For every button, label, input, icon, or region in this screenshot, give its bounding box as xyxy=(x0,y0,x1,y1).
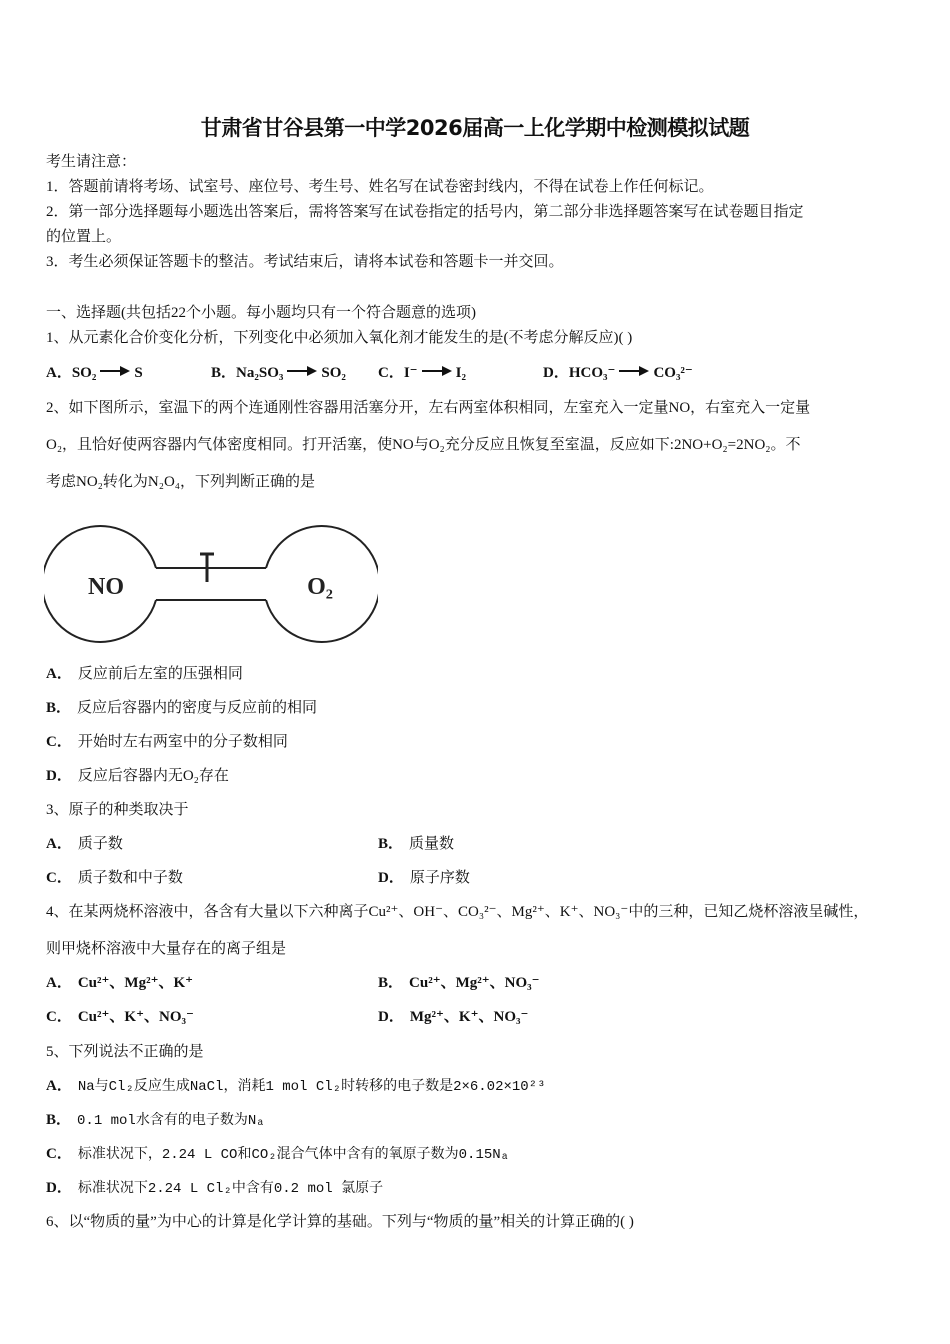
question-number: 5、 xyxy=(46,1044,69,1060)
question-5-stem: 5、下列说法不正确的是 xyxy=(46,1044,204,1060)
question-3-stem: 3、原子的种类取决于 xyxy=(46,802,189,818)
question-5-option-b: B． 0.1 mol水含有的电子数为Nₐ xyxy=(46,1112,265,1129)
question-3-option-c: C． 质子数和中子数 xyxy=(46,870,183,886)
question-2-option-a: A． 反应前后左室的压强相同 xyxy=(46,666,243,682)
question-4-stem-line-1: 4、在某两烧杯溶液中，各含有大量以下六种离子Cu²⁺、OH⁻、CO₃²⁻、Mg²⁺、K⁺、NO₃⁻中的三种，已知乙烧杯溶液呈碱性， xyxy=(46,904,869,920)
question-2-stem-line-1: 2、如下图所示，室温下的两个连通刚性容器用活塞分开，左右两室体积相同，左室充入一定量NO，右室充入一定量 xyxy=(46,400,811,416)
reaction-arrow-icon xyxy=(619,366,649,376)
notice-item-3: 3．考生必须保证答题卡的整洁。考试结束后，请将本试卷和答题卡一并交回。 xyxy=(46,254,564,270)
question-number: 2、 xyxy=(46,400,69,416)
notice-heading: 考生请注意： xyxy=(46,154,137,170)
question-1-option-b: B．Na₂SO₃ SO₂ xyxy=(211,365,346,381)
question-4-option-a: A． Cu²⁺、Mg²⁺、K⁺ xyxy=(46,975,194,991)
question-2-stem-line-3: 考虑NO₂转化为N₂O₄，下列判断正确的是 xyxy=(46,474,316,490)
question-1-stem xyxy=(46,326,632,347)
notice-item-1: 1．答题前请将考场、试室号、座位号、考生号、姓名写在试卷密封线内，不得在试卷上作任何标记。 xyxy=(46,179,714,195)
gas-container-diagram xyxy=(44,520,378,648)
question-2-option-d: D． 反应后容器内无O₂存在 xyxy=(46,768,229,784)
question-5-option-a: A． Na与Cl₂反应生成NaCl，消耗1 mol Cl₂时转移的电子数是2×6.02×10²³ xyxy=(46,1078,546,1095)
question-2-option-c: C． 开始时左右两室中的分子数相同 xyxy=(46,734,288,750)
question-text: 从元素化合价变化分析，下列变化中必须加入氧化剂才能发生的是(不考虑分解反应)( ) xyxy=(68,330,633,346)
question-4-option-d: D． Mg²⁺、K⁺、NO₃⁻ xyxy=(378,1009,529,1025)
connected-containers-figure xyxy=(44,520,378,648)
question-2-stem-line-2: O₂，且恰好使两容器内气体密度相同。打开活塞，使NO与O₂充分反应且恢复至室温，反应如下:2NO+O₂=2NO₂。不 xyxy=(46,437,801,453)
reaction-arrow-icon xyxy=(287,366,317,376)
question-3-option-a: A． 质子数 xyxy=(46,836,123,852)
question-3-option-b: B． 质量数 xyxy=(378,836,455,852)
question-1-option-c: C．I⁻ I₂ xyxy=(378,365,466,381)
question-2-option-b: B． 反应后容器内的密度与反应前的相同 xyxy=(46,700,318,716)
question-1-option-d: D．HCO₃⁻ CO₃²⁻ xyxy=(543,365,693,381)
reaction-arrow-icon xyxy=(100,366,130,376)
question-number: 3、 xyxy=(46,802,69,818)
question-1-option-a: A．SO₂ S xyxy=(46,365,143,381)
question-4-option-b: B． Cu²⁺、Mg²⁺、NO₃⁻ xyxy=(378,975,540,991)
notice-item-2: 2．第一部分选择题每小题选出答案后，需将答案写在试卷指定的括号内，第二部分非选择题答案写在试卷题目指定 xyxy=(46,204,804,220)
question-3-option-d: D． 原子序数 xyxy=(378,870,470,886)
question-4-stem-line-2: 则甲烧杯溶液中大量存在的离子组是 xyxy=(46,941,287,957)
question-6-stem: 6、以“物质的量”为中心的计算是化学计算的基础。下列与“物质的量”相关的计算正确的( ) xyxy=(46,1214,634,1230)
section-heading: 一、选择题(共包括22个小题。每小题均只有一个符合题意的选项) xyxy=(46,305,476,321)
page-title: 甘肃省甘谷县第一中学2026届高一上化学期中检测模拟试题 xyxy=(200,116,750,140)
question-4-option-c: C． Cu²⁺、K⁺、NO₃⁻ xyxy=(46,1009,194,1025)
question-5-option-c: C． 标准状况下，2.24 L CO和CO₂混合气体中含有的氧原子数为0.15Nₐ xyxy=(46,1146,510,1163)
question-number: 6、 xyxy=(46,1214,69,1230)
o2-chamber-label: O₂ xyxy=(307,574,333,600)
notice-item-2-cont: 的位置上。 xyxy=(46,229,122,245)
question-number: 1、 xyxy=(46,330,69,346)
no-chamber-label: NO xyxy=(88,574,124,600)
reaction-arrow-icon xyxy=(422,366,452,376)
question-number: 4、 xyxy=(46,904,69,920)
question-5-option-d: D． 标准状况下2.24 L Cl₂中含有0.2 mol 氯原子 xyxy=(46,1180,384,1197)
